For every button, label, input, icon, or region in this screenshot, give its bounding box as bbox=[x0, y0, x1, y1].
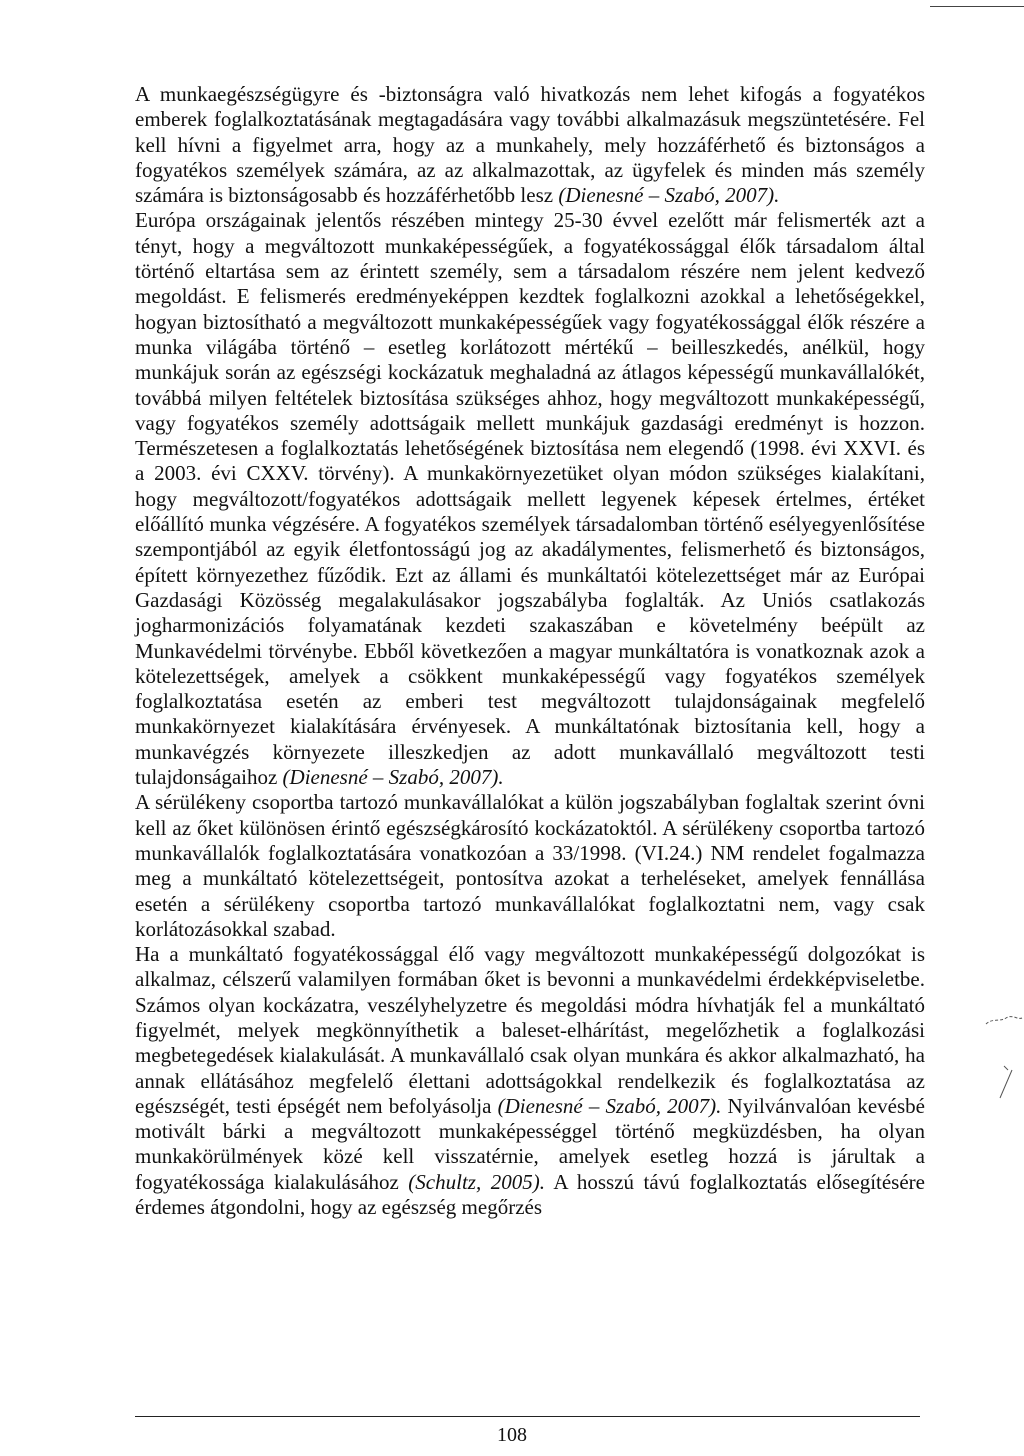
paragraph-text: A hosszú távú foglalkoztatás elősegítésére érdemes átgondolni, hogy az egészség megőrzés bbox=[135, 1169, 925, 1220]
body-text bbox=[135, 82, 925, 1220]
handwritten-margin-mark bbox=[978, 1012, 1024, 1102]
paragraph bbox=[135, 208, 925, 790]
paragraph-text: A sérülékeny csoportba tartozó munkavállalókat a külön jogszabályban foglaltak szerint óvni kell az őket különösen érintő egészségkárosító kockázatoktól. A sérülékeny csoportba tartozó munkavállalók foglalkoztatására vonatkozóan a 33/1998. (VI.24.) NM rendelet fogalmazza meg a munkáltató kötelezettségeit, pontosítva azokat a terheléseket, amelyek fennállása esetén a sérülékeny csoportba tartozó munkavállalókat foglalkoztatni nem, vagy csak korlátozásokkal szabad. bbox=[135, 790, 925, 941]
paragraph-text: Európa országainak jelentős részében mintegy 25-30 évvel ezelőtt már felismerték azt a tényt, hogy a megváltozott munkaképességűek, a fogyatékossággal élők társadalom által történő eltartása sem az érintett személy, sem a társadalom részére nem jelent kedvező megoldást. E felismerés eredményeképpen kezdtek foglalkozni azokkal a lehetőségekkel, hogyan biztosítható a megváltozott munkaképességűek vagy fogyatékossággal élők részére a munka világába történő – esetleg korlátozott mértékű – beilleszkedés, anélkül, hogy munkájuk során az egészségi kockázatuk meghaladná az átlagos képességű munkavállalókét, továbbá milyen feltételek biztosítása szükséges ahhoz, hogy megváltozott munkaképességű, vagy fogyatékos személy adottságaik mellett munkájuk gazdasági eredményt is hozzon. Természetesen a foglalkoztatás lehetőségének biztosítása nem elegendő (1998. évi XXVI. és a 2003. évi CXXV. törvény). A munkakörnyezetüket olyan módon szükséges kialakítani, hogy megváltozott/fogyatékos adottságaik mellett legyenek képesek értelmes, értéket előállító munka végzésére. A fogyatékos személyek társadalomban történő esélyegyenlősítése szempontjából az egyik életfontosságú jog az akadálymentes, felismerhető és biztonságos, épített környezethez fűződik. Ezt az állami és munkáltatói kötelezettséget már az Európai Gazdasági Közösség megalakulásakor jogszabályba foglalták. Az Uniós csatlakozás jogharmonizációs folyamatának kezdeti szakaszában e követelmény beépült az Munkavédelmi törvénybe. Ebből következően a magyar munkáltatóra is vonatkoznak azok a kötelezettségek, amelyek a csökkent munkaképességű vagy fogyatékos személyek foglalkoztatása esetén az emberi test megváltozott tulajdonságainak megfelelő munkakörnyezet kialakítására érvényesek. A munkáltatónak biztosítania kell, hogy a munkavégzés környezete illeszkedjen az adott munkavállaló megváltozott testi tulajdonságaihoz bbox=[135, 208, 925, 790]
paragraph-text: Ha a munkáltató fogyatékossággal élő vagy megváltozott munkaképességű dolgozókat is alkalmaz, célszerű valamilyen formában őket is bevonni a munkavédelmi érdekképviseletbe. Számos olyan kockázatra, veszélyhelyzetre és megoldási módra hívhatják fel a munkáltató figyelmét, melyek megkönnyíthetik a baleset-elhárítást, megelőzhetik a foglalkozási megbetegedések kialakulását. A munkavállaló csak olyan munkára és akkor alkalmazható, ha annak ellátásához megfelelő élettani adottságokkal rendelkezik és foglalkoztatása az egészségét, testi épségét nem befolyásolja bbox=[135, 942, 925, 1118]
paragraph-text: Nyilvánvalóan kevésbé motivált bárki a megváltozott munkaképességgel történő megküzdésben, ha olyan munkakörülmények közé kell visszatérnie, amelyek esetleg hozzá is járultak a fogyatékossága kialakulásához bbox=[135, 1093, 925, 1194]
paragraph bbox=[135, 790, 925, 942]
citation: (Dienesné – Szabó, 2007). bbox=[558, 183, 780, 208]
page-number: 108 bbox=[497, 1424, 527, 1446]
citation: (Dienesné – Szabó, 2007). bbox=[282, 765, 504, 790]
paragraph-text: A munkaegészségügyre és -biztonságra való hivatkozás nem lehet kifogás a fogyatékos emberek foglalkoztatásának megtagadására vagy további alkalmazásuk megszüntetésére. Fel kell hívni a figyelmet arra, hogy az a munkahely, mely hozzáférhető és biztonságos a fogyatékos személyek számára, az az alkalmazottak, az ügyfelek és minden más személy számára is biztonságosabb és hozzáférhetőbb lesz bbox=[135, 82, 925, 208]
paragraph bbox=[135, 942, 925, 1220]
top-edge-rule bbox=[930, 6, 1024, 7]
paragraph bbox=[135, 82, 925, 208]
citation: (Schultz, 2005). bbox=[408, 1169, 545, 1194]
citation: (Dienesné – Szabó, 2007). bbox=[497, 1093, 722, 1118]
footer-rule bbox=[135, 1416, 920, 1417]
